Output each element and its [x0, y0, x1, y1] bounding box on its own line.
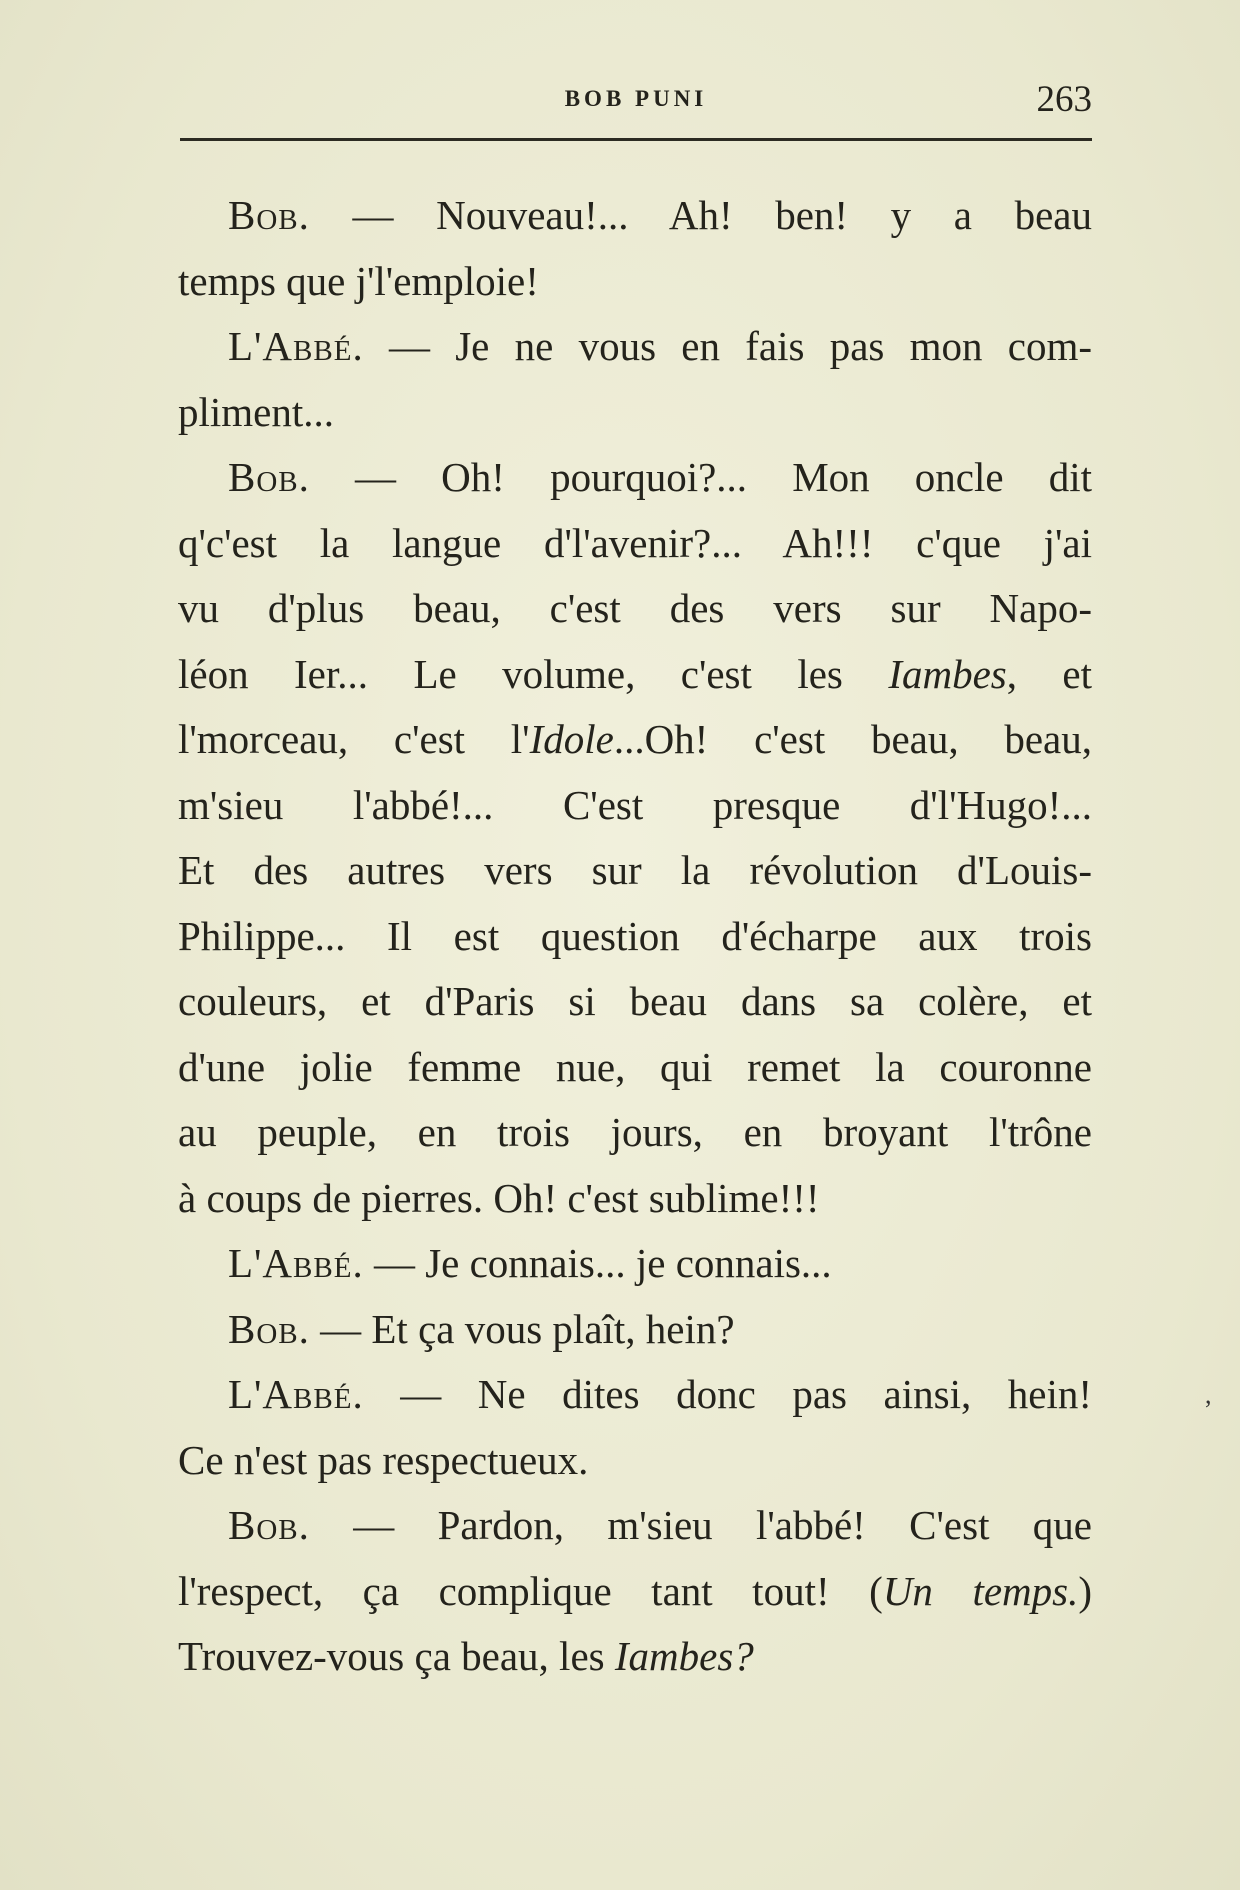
text-line: léon Ier... Le volume, c'est les Iambes, et: [178, 650, 1093, 697]
text-line: q'c'est la langue d'l'avenir?... Ah!!! c'que j'ai: [178, 519, 1092, 566]
text-line: Philippe... Il est question d'écharpe aux trois: [178, 912, 1092, 959]
text-line: à coups de pierres. Oh! c'est sublime!!!: [178, 1174, 820, 1221]
text-line: L'Abbé. — Je connais... je connais...: [228, 1240, 832, 1286]
speaker-name: Bob.: [228, 454, 310, 500]
margin-mark: ,: [1205, 1380, 1212, 1409]
body-text: [178, 183, 1092, 1690]
speaker-name: L'Abbé.: [228, 323, 364, 369]
header-rule: [180, 138, 1092, 141]
speaker-name: L'Abbé.: [228, 1371, 364, 1417]
text-line: Bob. — Nouveau!... Ah! ben! y a beau: [228, 192, 1092, 238]
speaker-name: Bob.: [228, 192, 310, 238]
page-number: 263: [1036, 79, 1092, 120]
text-line: m'sieu l'abbé!... C'est presque d'l'Hugo!...: [178, 781, 1092, 828]
speaker-name: L'Abbé.: [228, 1240, 364, 1286]
text-line: L'Abbé. — Je ne vous en fais pas mon com-: [228, 323, 1092, 369]
text-line: L'Abbé. — Ne dites donc pas ainsi, hein!: [228, 1371, 1092, 1417]
italic-stage-direction: Un temps.: [882, 1567, 1079, 1614]
text-line: vu d'plus beau, c'est des vers sur Napo-: [178, 585, 1092, 631]
text-line: Trouvez-vous ça beau, les Iambes?: [178, 1633, 754, 1679]
text-line: Bob. — Oh! pourquoi?... Mon oncle dit: [228, 454, 1092, 500]
text-line: au peuple, en trois jours, en broyant l'trône: [178, 1109, 1092, 1155]
running-title: BOB PUNI: [564, 86, 708, 111]
speaker-name: Bob.: [228, 1502, 310, 1548]
italic-title: Idole: [529, 716, 614, 762]
speaker-name: Bob.: [228, 1305, 310, 1352]
text-line: pliment...: [178, 388, 335, 435]
italic-title: Iambes?: [614, 1633, 754, 1679]
running-head: [180, 78, 1092, 122]
text-line: temps que j'l'emploie!: [178, 257, 539, 304]
text-line: Et des autres vers sur la révolution d'Louis-: [178, 847, 1092, 893]
italic-title: Iambes: [888, 650, 1007, 697]
text-line: couleurs, et d'Paris si beau dans sa colère, et: [178, 978, 1092, 1024]
text-line: Bob. — Et ça vous plaît, hein?: [228, 1305, 735, 1352]
text-line: Ce n'est pas respectueux.: [178, 1436, 589, 1483]
text-line: l'respect, ça complique tant tout! (Un temps.): [178, 1567, 1093, 1614]
text-line: l'morceau, c'est l'Idole...Oh! c'est beau, beau,: [178, 716, 1093, 762]
text-line: Bob. — Pardon, m'sieu l'abbé! C'est que: [228, 1502, 1092, 1548]
text-line: d'une jolie femme nue, qui remet la couronne: [178, 1043, 1092, 1090]
